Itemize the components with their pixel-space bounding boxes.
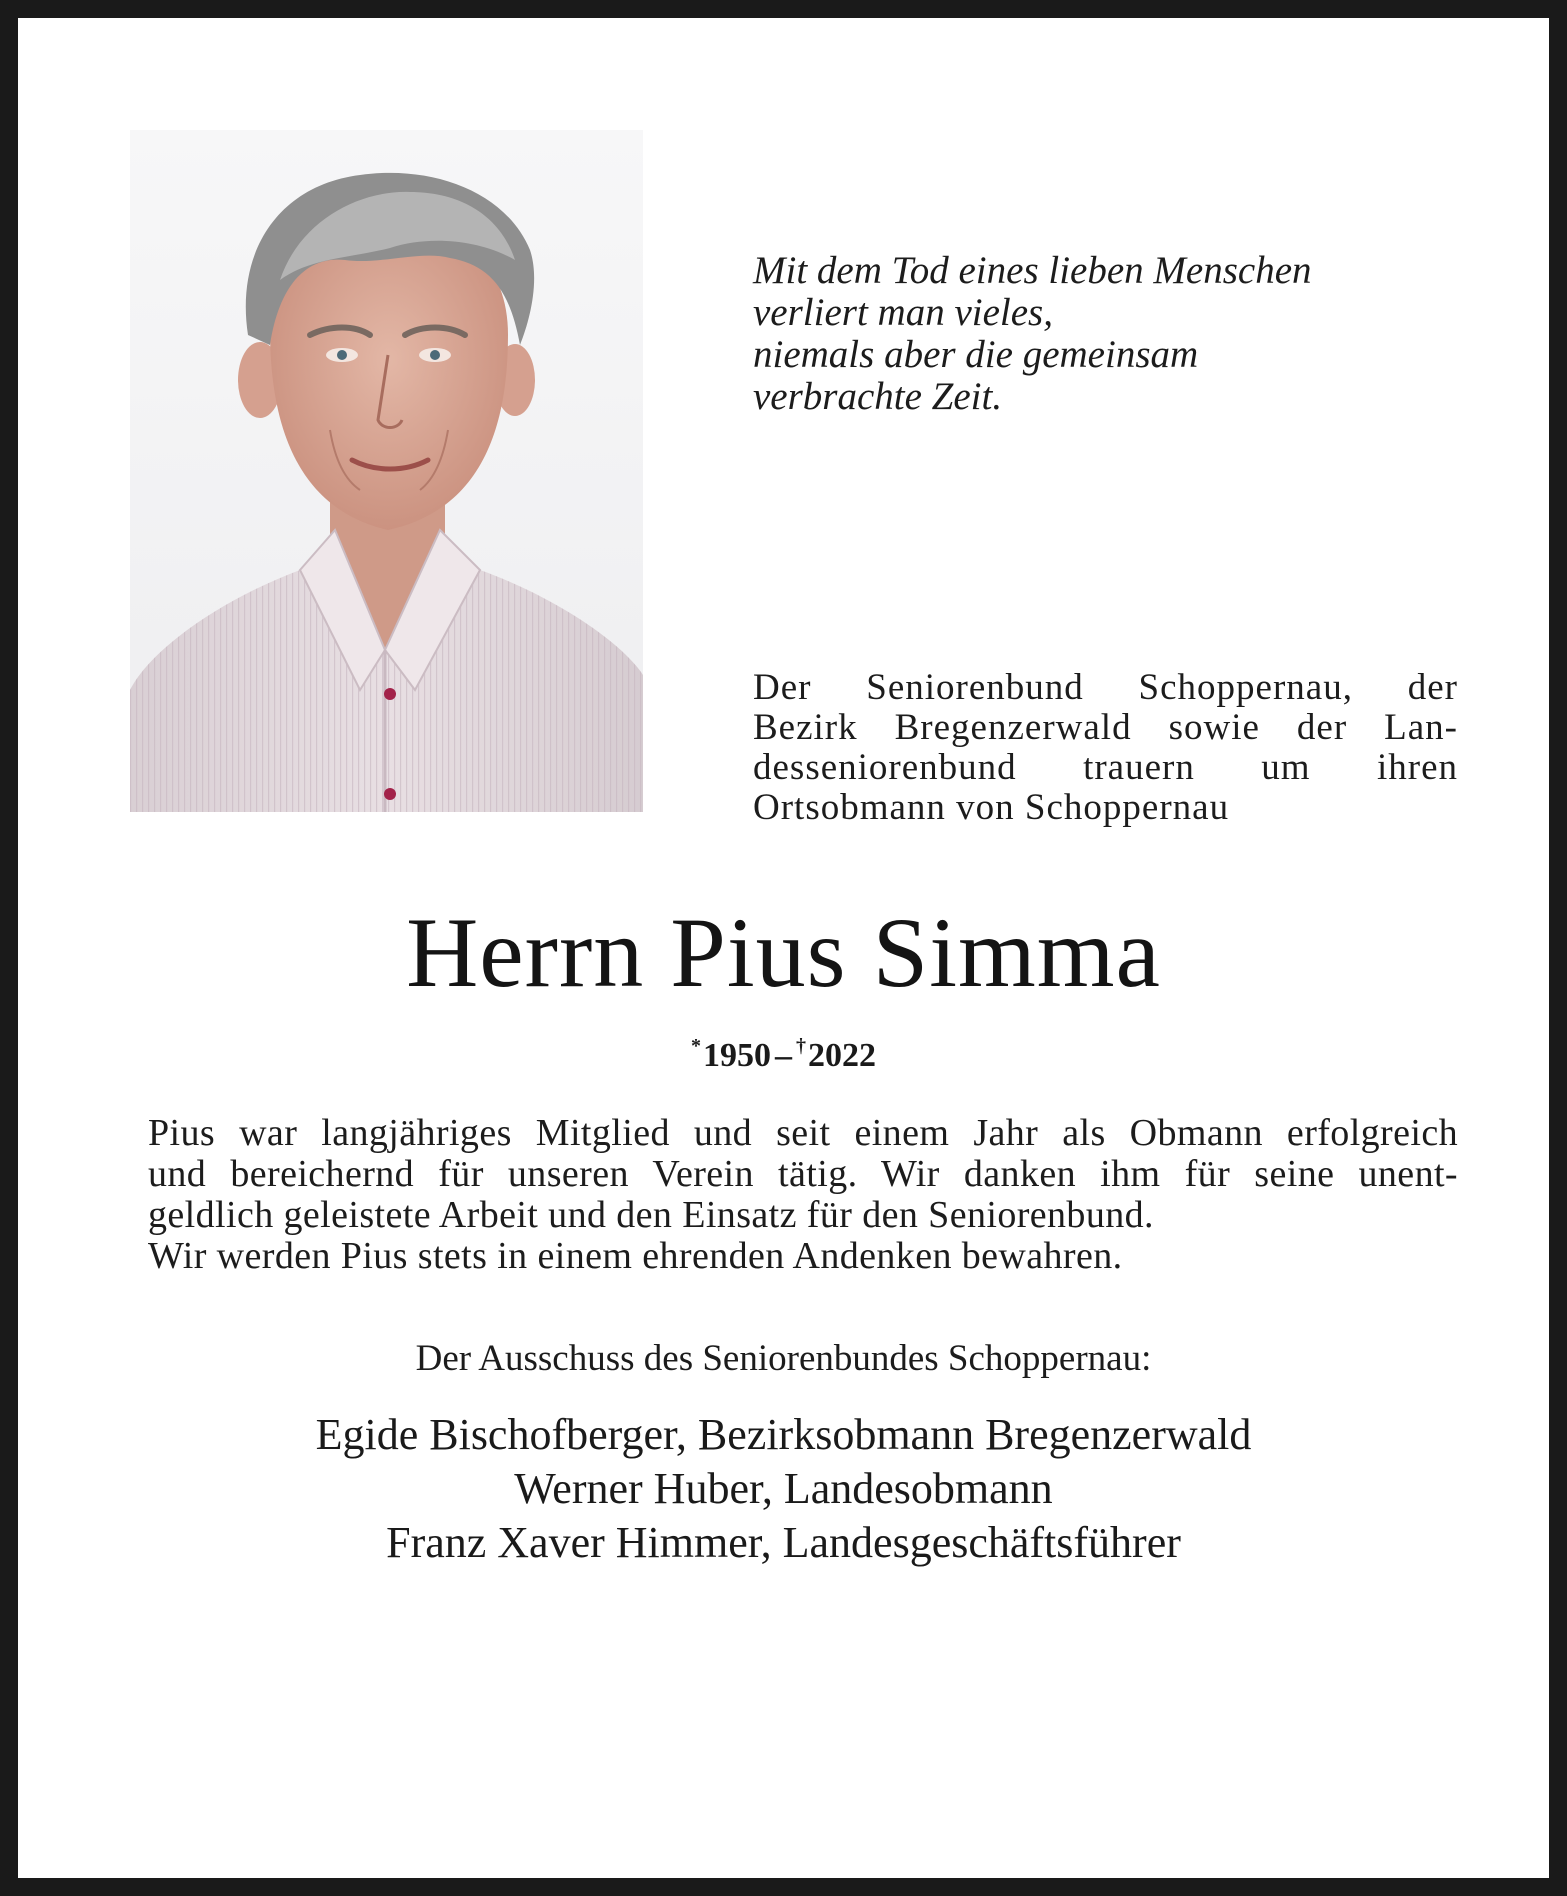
intro-line: Bezirk Bregenzerwald sowie der Lan- — [753, 707, 1458, 748]
signer-name: Werner Huber, Landesobmann — [514, 1464, 1053, 1513]
portrait-photo — [130, 130, 643, 812]
quote-line: verliert man vieles, — [753, 291, 1053, 334]
death-year: 2022 — [808, 1037, 876, 1074]
quote-line: Mit dem Tod eines lieben Menschen — [753, 249, 1312, 292]
tribute-line: geldlich geleistete Arbeit und den Einsatz für den Seniorenbund. — [148, 1194, 1154, 1236]
intro-line: Der Seniorenbund Schoppernau, der — [753, 667, 1458, 708]
signer-name: Franz Xaver Himmer, Landesgeschäftsführer — [386, 1518, 1181, 1567]
intro-line: desseniorenbund trauern um ihren — [753, 747, 1458, 788]
mourning-announcement — [753, 668, 1458, 828]
committee-intro: Der Ausschuss des Seniorenbundes Schoppernau: — [415, 1338, 1152, 1379]
tribute-line: Wir werden Pius stets in einem ehrenden Andenken bewahren. — [148, 1235, 1123, 1277]
tribute-line: Pius war langjähriges Mitglied und seit einem Jahr als Obmann erfolgreich — [148, 1112, 1458, 1154]
quote-line: verbrachte Zeit. — [753, 375, 1003, 418]
intro-line: Ortsobmann von Schoppernau — [753, 787, 1230, 828]
death-symbol: † — [796, 1035, 806, 1057]
signers-list — [18, 1408, 1549, 1570]
birth-symbol: * — [691, 1035, 701, 1057]
signer-name: Egide Bischofberger, Bezirksobmann Bregenzerwald — [315, 1410, 1252, 1459]
memorial-quote — [753, 250, 1393, 418]
life-dates — [18, 1026, 1549, 1076]
quote-line: niemals aber die gemeinsam — [753, 333, 1199, 376]
portrait-illustration — [130, 130, 643, 812]
date-separator: – — [775, 1037, 792, 1074]
deceased-name: Herrn Pius Simma — [406, 897, 1161, 1008]
tribute-line: und bereichernd für unseren Verein tätig. Wir danken ihm für seine unent- — [148, 1153, 1458, 1195]
tribute-paragraph — [148, 1113, 1458, 1277]
birth-year: 1950 — [703, 1037, 771, 1074]
